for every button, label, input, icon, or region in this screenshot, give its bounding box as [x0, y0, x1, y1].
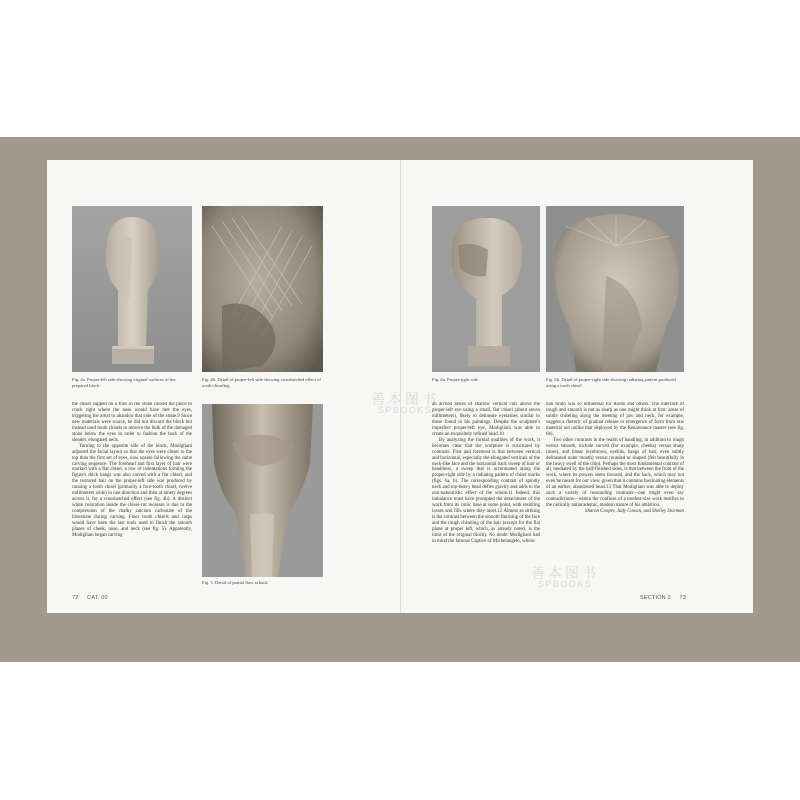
running-head: SECTION 2	[640, 595, 671, 601]
caption-fig-6a: Fig. 6a. Proper-right side	[432, 377, 478, 382]
watermark-top	[360, 392, 450, 415]
photo-fig-5	[202, 404, 323, 577]
caption-fig-4a: Fig. 4a. Proper-left side showing original surfaces of the prepared block	[72, 377, 176, 388]
watermark-cn: 善本图书	[371, 391, 439, 407]
paragraph: By analyzing the formal qualities of the work, it becomes clear that the sculpture is structured by contrasts. First and foremost is that between vertical and horizontal, especially the elongated verticals of the neck-like face and the horizontal back sweep of hair or headdress, a sweep that is accentuated along the proper-right side by a radiating pattern of chisel marks (figs. 6a, b). The corresponding contrast of spindly neck and top-heavy head defies gravity and adds to the non-naturalistic effect of the whole.11 Indeed, this imbalance must have prompted the detachment of the work from its cubic base at some point, with resulting losses and fills where they meet.12 Almost as striking is the contrast between the smooth finishing of the face and the rough chiseling of the hair (except for the flat plane at proper left, which, as already noted, is the limit of the original block). No doubt Modigliani had in mind the famous Captive of Michelangelo, whose	[432, 437, 540, 544]
photo-fig-4a	[72, 206, 192, 372]
right-page-body-text-col1	[432, 402, 540, 592]
photo-fig-6b	[546, 206, 684, 372]
paragraph: an arched series of shallow vertical cuts above the proper-left eye using a small, flat chisel (about seven millimeters), likely to delineate eyelashes similar to those found in his paintings. Despite the sculpture's imperfect proper-left eye, Modigliani was able to create an exquisitely refined head.10	[432, 402, 540, 437]
paragraph: non finito was so influential for Rodin and others. The interface of rough and smooth is not as sharp as one might think at first: areas of subtle chiseling along the meeting of jaw and neck, for example, suggest a rhetoric of gradual release or emergence of form from raw material not unlike that deployed by the Renaissance master (see fig. 6b).	[546, 402, 684, 437]
caption-fig-6b: Fig. 6b. Detail of proper-right side showing radiating pattern produced using a tooth chisel	[546, 377, 676, 388]
caption-fig-4b: Fig. 4b. Detail of proper-left side showing crosshatched effect of tooth-chiseling	[202, 377, 321, 388]
caption-fig-5: Fig. 5. Detail of partial flaw at back	[202, 580, 268, 585]
photo-fig-6a	[432, 206, 540, 372]
paragraph: Two other contrasts in the realm of handling, in addition to rough versus smooth, include curved (for example, cheeks) versus sharp (nose), and linear (eyebrows, eyelids, bangs of hair, even subtly delineated outer mouth) versus rounded or shaped (felt beautifully in the heavy swell of the chin). Perhaps the most fundamental contrast of all, mediated by the half-finished sides, is that between the front of the work, where its powers seem focused, and the back, which may not even be meant for our view, given that it contains fascinating elements of an earlier, abandoned head.13 That Modigliani was able to deploy such a variety of resounding contrasts—one might even say contradictions—within the confines of a modest-size work testifies to the radically antiacademic, modern nature of his ambition.	[546, 437, 684, 509]
author-signature: Sharon Cooper, Judy Cowan, and Shelley Sturman	[585, 509, 684, 515]
left-page-body-text	[72, 402, 192, 592]
watermark-bottom	[520, 566, 610, 589]
watermark-en: SPBOOKS	[377, 405, 433, 415]
watermark-en: SPBOOKS	[537, 579, 593, 589]
right-folio	[640, 595, 686, 601]
watermark-cn: 善本图书	[531, 565, 599, 581]
photo-fig-4b	[202, 206, 323, 372]
left-folio	[72, 595, 108, 601]
paragraph: the chisel slipped on a flaw in the stone caused the piece to crack right where the nose would have met the eyes, triggering the artist to abandon that side of the stone.9 Since new materials were scarce, he did not discard the block but instead used tooth chisels to remove the bulk of the damaged stone below the eyes in order to fashion the back of the slender, elongated neck.	[72, 402, 192, 443]
paragraph: Turning to the opposite side of the block, Modigliani adjusted the facial layout so that the eyes were closer to the top than the first set of eyes, now upside following the same carving sequence. The forehead and first layer of hair were marked with a flat chisel, a row of indentations forming the figure's thick bangs was also carved with a flat chisel, and the textured hair on the proper-left side was produced by running a tooth chisel (primarily a four-tooth chisel, twelve millimeters wide) in one direction and then at ninety degrees across it, for a crosshatched effect (see fig. 4b). A distinct white coloration inside the chisel-cut recesses is due to the compression of the chalky calcium carbonate of the limestone during carving. Finer tooth chisels and rasps would have been the last tools used to finish the smooth planes of cheek, nose, and neck (see fig. 5). Apparently, Modigliani began carving	[72, 443, 192, 538]
page-number: 73	[679, 595, 687, 601]
book-gutter	[400, 160, 401, 613]
page-number: 72	[72, 595, 79, 601]
running-head: CAT. 00	[87, 595, 108, 601]
right-page-body-text-col2	[546, 402, 684, 592]
